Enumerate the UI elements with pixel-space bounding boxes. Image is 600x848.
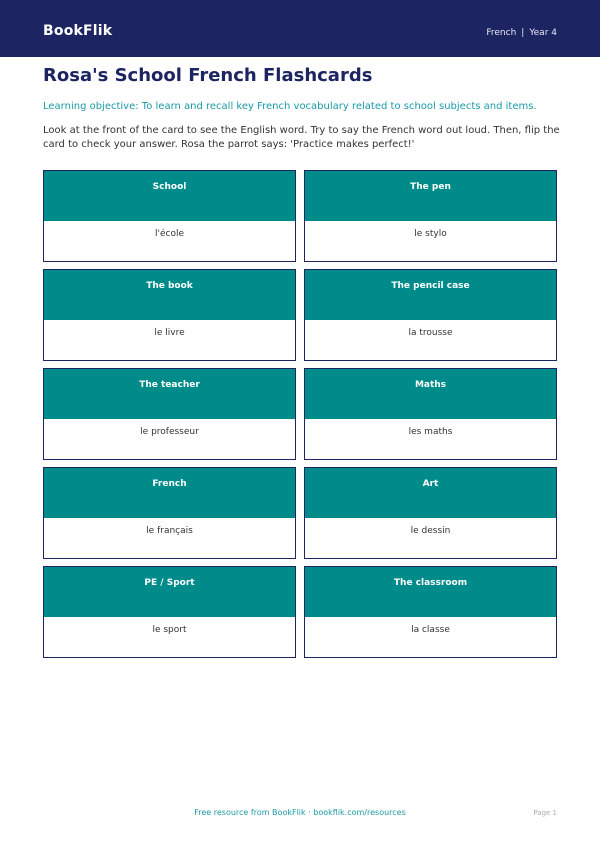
card-front-english: French <box>44 468 295 518</box>
card-front-english: The pencil case <box>305 270 556 320</box>
brand-logo[interactable]: BookFlik <box>43 23 113 39</box>
card-back-french: le livre <box>154 328 185 338</box>
year-label: Year 4 <box>529 28 557 38</box>
card-front-english: The classroom <box>305 567 556 617</box>
flashcard-grid <box>43 170 557 658</box>
card-back-french: le sport <box>152 625 187 635</box>
flashcard[interactable] <box>43 566 296 658</box>
card-back-french: l'école <box>154 229 184 239</box>
flashcard[interactable] <box>304 269 557 361</box>
flashcard[interactable] <box>43 467 296 559</box>
card-front-english: Art <box>305 468 556 518</box>
card-front-english: School <box>44 171 295 221</box>
card-front-english: Maths <box>305 369 556 419</box>
card-back-french: le stylo <box>414 229 447 239</box>
top-banner <box>0 0 600 57</box>
page-number: Page 1 <box>533 809 557 817</box>
card-front-english: The teacher <box>44 369 295 419</box>
flashcard[interactable] <box>43 368 296 460</box>
page-title: Rosa's School French Flashcards <box>43 65 373 86</box>
card-back-french: le français <box>146 526 193 536</box>
flashcard[interactable] <box>304 170 557 262</box>
card-back-french: le dessin <box>410 526 451 536</box>
card-front-english: The book <box>44 270 295 320</box>
subject-year-label <box>486 28 557 38</box>
footer-link[interactable]: Free resource from BookFlik · bookflik.com/resources <box>194 808 406 817</box>
card-back-french: les maths <box>408 427 453 437</box>
learning-objective: Learning objective: To learn and recall key French vocabulary related to school subjects and items. <box>43 101 537 112</box>
flashcard[interactable] <box>43 269 296 361</box>
flashcard[interactable] <box>304 368 557 460</box>
flashcard[interactable] <box>304 566 557 658</box>
subject-label: French <box>486 28 517 38</box>
meta-separator: | <box>521 28 525 38</box>
card-back-french: la classe <box>411 625 450 635</box>
flashcard[interactable] <box>43 170 296 262</box>
instructions-text: Look at the front of the card to see the English word. Try to say the French word out loud. Then, flip the card to check your answer. Rosa the parrot says: 'Practice makes perfect!' <box>43 125 560 150</box>
card-front-english: The pen <box>305 171 556 221</box>
card-front-english: PE / Sport <box>44 567 295 617</box>
card-back-french: le professeur <box>140 427 199 437</box>
flashcard[interactable] <box>304 467 557 559</box>
card-back-french: la trousse <box>408 328 453 338</box>
